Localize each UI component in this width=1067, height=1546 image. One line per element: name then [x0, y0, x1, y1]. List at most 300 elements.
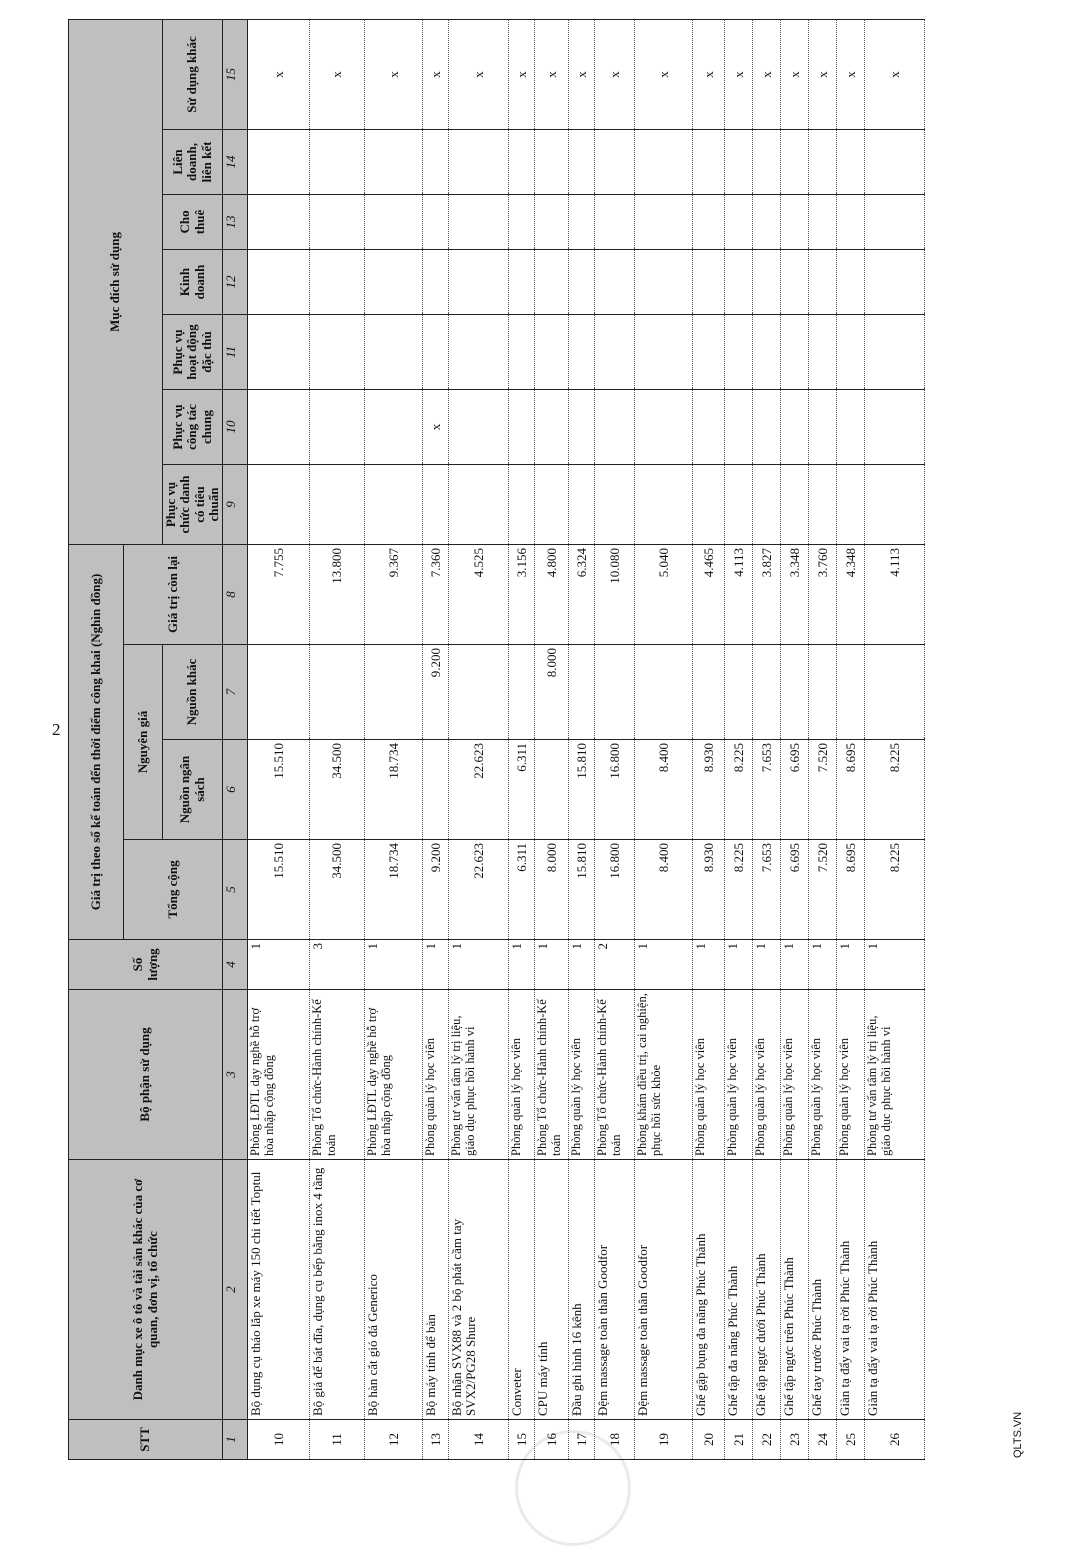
- row-p13: [595, 194, 635, 249]
- row-other-source: [753, 645, 781, 740]
- row-stt: 16: [535, 1420, 569, 1460]
- row-p13: [693, 194, 725, 249]
- row-p10: [310, 389, 365, 464]
- row-stt: 19: [635, 1420, 693, 1460]
- column-index-cell: 11: [223, 314, 248, 389]
- row-remaining-value: 4.113: [725, 544, 753, 644]
- row-p9: [423, 464, 449, 544]
- row-asset-name: Ghế tay trước Phúc Thành: [809, 1160, 837, 1420]
- row-stt: 23: [781, 1420, 809, 1460]
- row-remaining-value: 3.827: [753, 544, 781, 644]
- row-p9: [248, 464, 310, 544]
- row-p15: x: [635, 19, 693, 129]
- row-p11: [449, 314, 509, 389]
- table-row: [449, 19, 509, 1459]
- row-p11: [365, 314, 423, 389]
- row-budget-source: 8.225: [725, 740, 753, 840]
- row-p15: x: [809, 19, 837, 129]
- row-p12: [753, 249, 781, 314]
- row-p12: [509, 249, 535, 314]
- row-quantity: 1: [693, 940, 725, 990]
- row-p15: x: [365, 19, 423, 129]
- row-quantity: 2: [595, 940, 635, 990]
- row-p13: [781, 194, 809, 249]
- row-p10: [725, 389, 753, 464]
- row-quantity: 1: [535, 940, 569, 990]
- row-quantity: 1: [509, 940, 535, 990]
- row-budget-source: 15.810: [569, 740, 595, 840]
- column-index-cell: 14: [223, 129, 248, 194]
- row-total: 15.810: [569, 840, 595, 940]
- row-p14: [569, 129, 595, 194]
- row-p12: [595, 249, 635, 314]
- row-stt: 18: [595, 1420, 635, 1460]
- row-stt: 11: [310, 1420, 365, 1460]
- row-asset-name: Conveter: [509, 1160, 535, 1420]
- row-p14: [595, 129, 635, 194]
- column-index-cell: 7: [223, 645, 248, 740]
- row-p13: [449, 194, 509, 249]
- row-other-source: 9.200: [423, 645, 449, 740]
- row-p14: [365, 129, 423, 194]
- row-stt: 24: [809, 1420, 837, 1460]
- header-other-source: Nguồn khác: [163, 645, 223, 740]
- row-remaining-value: 7.755: [248, 544, 310, 644]
- column-index-cell: 8: [223, 544, 248, 644]
- row-p13: [809, 194, 837, 249]
- header-p13: Cho thuê: [163, 194, 223, 249]
- row-remaining-value: 6.324: [569, 544, 595, 644]
- header-quantity: Số lượng: [69, 940, 223, 990]
- row-stt: 21: [725, 1420, 753, 1460]
- row-p15: x: [248, 19, 310, 129]
- row-p14: [753, 129, 781, 194]
- row-quantity: 1: [449, 940, 509, 990]
- row-p13: [509, 194, 535, 249]
- row-p13: [837, 194, 865, 249]
- row-p12: [837, 249, 865, 314]
- table-row: [248, 19, 310, 1459]
- row-department: Phòng quản lý học viên: [509, 990, 535, 1160]
- row-other-source: [809, 645, 837, 740]
- row-other-source: [865, 645, 925, 740]
- row-total: 7.653: [753, 840, 781, 940]
- row-p12: [569, 249, 595, 314]
- column-index-row: [223, 19, 248, 1459]
- row-asset-name: Giàn tạ đẩy vai tạ rời Phúc Thành: [837, 1160, 865, 1420]
- row-other-source: [693, 645, 725, 740]
- row-p11: [569, 314, 595, 389]
- column-index-cell: 12: [223, 249, 248, 314]
- row-p12: [449, 249, 509, 314]
- row-p15: x: [865, 19, 925, 129]
- row-stt: 26: [865, 1420, 925, 1460]
- row-stt: 17: [569, 1420, 595, 1460]
- table-row: [837, 19, 865, 1459]
- row-other-source: [569, 645, 595, 740]
- row-p9: [753, 464, 781, 544]
- row-p10: [865, 389, 925, 464]
- row-stt: 25: [837, 1420, 865, 1460]
- row-p12: [635, 249, 693, 314]
- row-p9: [449, 464, 509, 544]
- row-p14: [635, 129, 693, 194]
- header-department: Bộ phận sử dụng: [69, 990, 223, 1160]
- row-p14: [535, 129, 569, 194]
- row-p12: [809, 249, 837, 314]
- row-department: Phòng quản lý học viên: [569, 990, 595, 1160]
- row-asset-name: Bộ dụng cụ tháo lắp xe máy 150 chi tiết Toptul: [248, 1160, 310, 1420]
- row-p9: [865, 464, 925, 544]
- table-row: [310, 19, 365, 1459]
- row-remaining-value: 3.348: [781, 544, 809, 644]
- row-p11: [248, 314, 310, 389]
- column-index-cell: 4: [223, 940, 248, 990]
- header-p11: Phục vụ hoạt động đặc thù: [163, 314, 223, 389]
- row-asset-name: Ghế gập bụng đa năng Phúc Thành: [693, 1160, 725, 1420]
- row-p11: [781, 314, 809, 389]
- row-p9: [509, 464, 535, 544]
- row-p9: [693, 464, 725, 544]
- row-total: 9.200: [423, 840, 449, 940]
- row-p14: [423, 129, 449, 194]
- row-p13: [569, 194, 595, 249]
- row-p10: [595, 389, 635, 464]
- row-p10: [809, 389, 837, 464]
- row-budget-source: 8.695: [837, 740, 865, 840]
- row-p10: [509, 389, 535, 464]
- row-department: Phòng Tổ chức-Hành chính-Kế toán: [310, 990, 365, 1160]
- row-quantity: 1: [423, 940, 449, 990]
- table-row: [569, 19, 595, 1459]
- row-other-source: [449, 645, 509, 740]
- row-asset-name: CPU máy tính: [535, 1160, 569, 1420]
- row-p15: x: [423, 19, 449, 129]
- row-department: Phòng quản lý học viên: [693, 990, 725, 1160]
- row-other-source: [310, 645, 365, 740]
- row-remaining-value: 4.800: [535, 544, 569, 644]
- row-p11: [423, 314, 449, 389]
- table-row: [693, 19, 725, 1459]
- row-remaining-value: 4.525: [449, 544, 509, 644]
- row-p13: [865, 194, 925, 249]
- row-p11: [725, 314, 753, 389]
- table-row: [865, 19, 925, 1459]
- row-budget-source: [535, 740, 569, 840]
- row-remaining-value: 5.040: [635, 544, 693, 644]
- row-p9: [310, 464, 365, 544]
- row-stt: 13: [423, 1420, 449, 1460]
- row-p13: [725, 194, 753, 249]
- row-p13: [535, 194, 569, 249]
- row-p12: [725, 249, 753, 314]
- row-quantity: 1: [248, 940, 310, 990]
- row-quantity: 1: [569, 940, 595, 990]
- row-p15: x: [837, 19, 865, 129]
- table-row: [509, 19, 535, 1459]
- row-asset-name: Bộ nhận SVX88 và 2 bộ phát cầm tay SVX2/PG28 Shure: [449, 1160, 509, 1420]
- page-number: 2: [52, 720, 61, 739]
- row-budget-source: 6.695: [781, 740, 809, 840]
- row-other-source: [725, 645, 753, 740]
- column-index-cell: 9: [223, 464, 248, 544]
- row-p13: [365, 194, 423, 249]
- row-p10: [248, 389, 310, 464]
- row-budget-source: 7.653: [753, 740, 781, 840]
- row-stt: 20: [693, 1420, 725, 1460]
- header-stt: STT: [69, 1420, 223, 1460]
- asset-table-sheet: [68, 20, 998, 1460]
- row-p12: [781, 249, 809, 314]
- row-other-source: [635, 645, 693, 740]
- row-p11: [753, 314, 781, 389]
- row-total: 8.225: [865, 840, 925, 940]
- row-total: 8.225: [725, 840, 753, 940]
- row-p9: [569, 464, 595, 544]
- row-budget-source: 8.930: [693, 740, 725, 840]
- row-department: Phòng quản lý học viên: [809, 990, 837, 1160]
- row-asset-name: Ghế tập ngực trên Phúc Thành: [781, 1160, 809, 1420]
- row-asset-name: Đệm massage toàn thân Goodfor: [595, 1160, 635, 1420]
- row-p9: [595, 464, 635, 544]
- footer-watermark: QLTS.VN: [1012, 1411, 1024, 1458]
- table-row: [423, 19, 449, 1459]
- row-p14: [509, 129, 535, 194]
- row-p15: x: [569, 19, 595, 129]
- row-stt: 10: [248, 1420, 310, 1460]
- row-p9: [781, 464, 809, 544]
- row-remaining-value: 7.360: [423, 544, 449, 644]
- row-other-source: [781, 645, 809, 740]
- row-department: Phòng khám điều trị, cai nghiện, phục hồi sức khỏe: [635, 990, 693, 1160]
- row-department: Phòng LĐTL dạy nghề hỗ trợ hòa nhập cộng đồng: [248, 990, 310, 1160]
- row-p14: [837, 129, 865, 194]
- row-p12: [365, 249, 423, 314]
- row-quantity: 1: [753, 940, 781, 990]
- row-p10: [753, 389, 781, 464]
- row-p11: [809, 314, 837, 389]
- row-department: Phòng quản lý học viên: [725, 990, 753, 1160]
- table-row: [365, 19, 423, 1459]
- row-p11: [865, 314, 925, 389]
- table-row: [781, 19, 809, 1459]
- row-p10: [449, 389, 509, 464]
- row-p13: [753, 194, 781, 249]
- row-quantity: 1: [635, 940, 693, 990]
- row-p10: [693, 389, 725, 464]
- row-p10: x: [423, 389, 449, 464]
- row-p10: [837, 389, 865, 464]
- header-p9: Phục vụ chức danh có tiêu chuẩn: [163, 464, 223, 544]
- row-asset-name: Đệm massage toàn thân Goodfor: [635, 1160, 693, 1420]
- column-index-cell: 2: [223, 1160, 248, 1420]
- row-department: Phòng quản lý học viên: [753, 990, 781, 1160]
- row-p12: [693, 249, 725, 314]
- row-p14: [248, 129, 310, 194]
- row-p11: [310, 314, 365, 389]
- row-p15: x: [535, 19, 569, 129]
- row-p11: [509, 314, 535, 389]
- row-department: Phòng quản lý học viên: [423, 990, 449, 1160]
- header-remaining-value: Giá trị còn lại: [124, 544, 223, 644]
- row-quantity: 1: [725, 940, 753, 990]
- column-index-cell: 5: [223, 840, 248, 940]
- row-stt: 15: [509, 1420, 535, 1460]
- row-p14: [449, 129, 509, 194]
- header-total: Tổng cộng: [124, 840, 223, 940]
- row-p15: x: [310, 19, 365, 129]
- row-budget-source: 34.500: [310, 740, 365, 840]
- row-remaining-value: 3.156: [509, 544, 535, 644]
- row-budget-source: [423, 740, 449, 840]
- row-asset-name: Ghế tập đa năng Phúc Thành: [725, 1160, 753, 1420]
- row-department: Phòng tư vấn tâm lý trị liệu, giáo dục phục hồi hành vi: [449, 990, 509, 1160]
- row-p15: x: [595, 19, 635, 129]
- row-budget-source: 18.734: [365, 740, 423, 840]
- table-body: [248, 19, 925, 1459]
- row-remaining-value: 10.080: [595, 544, 635, 644]
- row-total: 6.695: [781, 840, 809, 940]
- header-p10: Phục vụ công tác chung: [163, 389, 223, 464]
- row-budget-source: 16.800: [595, 740, 635, 840]
- row-remaining-value: 4.465: [693, 544, 725, 644]
- row-p11: [535, 314, 569, 389]
- row-budget-source: 8.400: [635, 740, 693, 840]
- row-asset-name: Đầu ghi hình 16 kênh: [569, 1160, 595, 1420]
- row-asset-name: Bộ giá để bát đĩa, dụng cụ bếp bằng inox 4 tầng: [310, 1160, 365, 1420]
- row-total: 8.695: [837, 840, 865, 940]
- row-asset-name: Bộ máy tính để bàn: [423, 1160, 449, 1420]
- asset-table: [68, 19, 925, 1460]
- row-total: 22.623: [449, 840, 509, 940]
- row-p10: [569, 389, 595, 464]
- row-p10: [535, 389, 569, 464]
- row-department: Phòng tư vấn tâm lý trị liệu, giáo dục phục hồi hành vi: [865, 990, 925, 1160]
- row-remaining-value: 4.113: [865, 544, 925, 644]
- row-p14: [865, 129, 925, 194]
- row-p14: [310, 129, 365, 194]
- row-other-source: [248, 645, 310, 740]
- row-other-source: [365, 645, 423, 740]
- row-p14: [781, 129, 809, 194]
- row-p12: [248, 249, 310, 314]
- row-p10: [365, 389, 423, 464]
- row-stt: 22: [753, 1420, 781, 1460]
- row-total: 15.510: [248, 840, 310, 940]
- row-other-source: 8.000: [535, 645, 569, 740]
- row-total: 16.800: [595, 840, 635, 940]
- table-row: [753, 19, 781, 1459]
- row-total: 8.930: [693, 840, 725, 940]
- row-p11: [837, 314, 865, 389]
- header-p15: Sử dụng khác: [163, 19, 223, 129]
- row-department: Phòng Tổ chức-Hành chính-Kế toán: [595, 990, 635, 1160]
- row-other-source: [837, 645, 865, 740]
- column-index-cell: 15: [223, 19, 248, 129]
- row-p9: [635, 464, 693, 544]
- column-index-cell: 3: [223, 990, 248, 1160]
- column-index-cell: 6: [223, 740, 248, 840]
- row-asset-name: Bộ hàn cắt gió đá Generico: [365, 1160, 423, 1420]
- row-budget-source: 6.311: [509, 740, 535, 840]
- column-index-cell: 10: [223, 389, 248, 464]
- row-department: Phòng quản lý học viên: [781, 990, 809, 1160]
- row-department: Phòng quản lý học viên: [837, 990, 865, 1160]
- row-asset-name: Giàn tạ đẩy vai tạ rời Phúc Thành: [865, 1160, 925, 1420]
- row-p9: [809, 464, 837, 544]
- column-index-cell: 1: [223, 1420, 248, 1460]
- row-p11: [693, 314, 725, 389]
- row-total: 8.400: [635, 840, 693, 940]
- row-p15: x: [753, 19, 781, 129]
- row-budget-source: 7.520: [809, 740, 837, 840]
- row-p15: x: [693, 19, 725, 129]
- row-p10: [635, 389, 693, 464]
- row-budget-source: 22.623: [449, 740, 509, 840]
- row-department: Phòng Tổ chức-Hành chính-Kế toán: [535, 990, 569, 1160]
- row-p13: [248, 194, 310, 249]
- row-p13: [635, 194, 693, 249]
- row-quantity: 1: [365, 940, 423, 990]
- row-other-source: [595, 645, 635, 740]
- table-row: [809, 19, 837, 1459]
- table-row: [535, 19, 569, 1459]
- row-total: 8.000: [535, 840, 569, 940]
- row-department: Phòng LĐTL dạy nghề hỗ trợ hòa nhập cộng đồng: [365, 990, 423, 1160]
- row-quantity: 1: [865, 940, 925, 990]
- row-p13: [423, 194, 449, 249]
- row-p12: [865, 249, 925, 314]
- row-quantity: 3: [310, 940, 365, 990]
- row-p14: [809, 129, 837, 194]
- row-p13: [310, 194, 365, 249]
- header-purpose-group: Mục đích sử dụng: [69, 19, 163, 544]
- row-p9: [837, 464, 865, 544]
- row-budget-source: 8.225: [865, 740, 925, 840]
- row-p12: [310, 249, 365, 314]
- header-original-cost: Nguyên giá: [124, 645, 163, 840]
- row-p9: [365, 464, 423, 544]
- table-row: [725, 19, 753, 1459]
- row-p11: [635, 314, 693, 389]
- row-stt: 12: [365, 1420, 423, 1460]
- row-p10: [781, 389, 809, 464]
- row-p9: [535, 464, 569, 544]
- row-total: 34.500: [310, 840, 365, 940]
- header-value-group: Giá trị theo sổ kế toán đến thời điểm công khai (Nghìn đồng): [69, 544, 124, 939]
- row-quantity: 1: [837, 940, 865, 990]
- row-p15: x: [509, 19, 535, 129]
- row-remaining-value: 9.367: [365, 544, 423, 644]
- row-p9: [725, 464, 753, 544]
- header-asset-name: Danh mục xe ô tô và tài sản khác của cơ quan, đơn vị, tổ chức: [69, 1160, 223, 1420]
- header-budget-source: Nguồn ngân sách: [163, 740, 223, 840]
- row-p12: [535, 249, 569, 314]
- row-p15: x: [725, 19, 753, 129]
- row-p15: x: [781, 19, 809, 129]
- table-row: [595, 19, 635, 1459]
- row-budget-source: 15.510: [248, 740, 310, 840]
- row-remaining-value: 3.760: [809, 544, 837, 644]
- row-other-source: [509, 645, 535, 740]
- row-total: 6.311: [509, 840, 535, 940]
- table-row: [635, 19, 693, 1459]
- row-total: 7.520: [809, 840, 837, 940]
- row-p14: [693, 129, 725, 194]
- row-p14: [725, 129, 753, 194]
- row-total: 18.734: [365, 840, 423, 940]
- row-quantity: 1: [781, 940, 809, 990]
